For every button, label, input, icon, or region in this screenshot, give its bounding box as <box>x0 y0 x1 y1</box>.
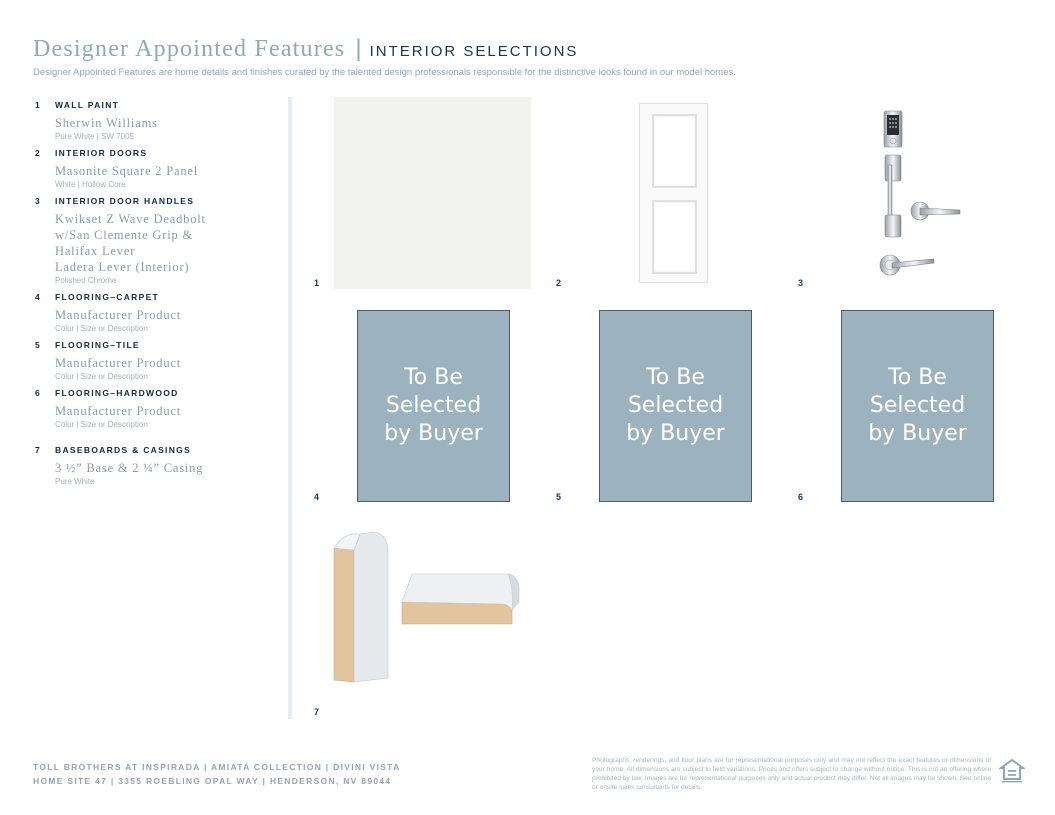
tbd-hardwood-tile <box>841 310 994 502</box>
spec-name <box>55 460 285 476</box>
spec-item-hardwood <box>35 388 285 429</box>
page-header <box>33 35 1033 78</box>
spec-name-line: w/San Clemente Grip & <box>55 228 193 242</box>
community-info <box>33 760 401 788</box>
spec-number: 4 <box>35 292 40 302</box>
disclaimer: Photographs, renderings, and floor plans are for representational purposes only and may not reflect the exact features or dimensions of your home. All dimensions are subject to field variations. Prices and offers subject to change without notice. This is not an offering where prohibited by law. Images are for representational purposes only and actual product may differ. Not all images may be shown. See online or onsite sales consultants for details. <box>592 757 991 791</box>
page-title: Designer Appointed Features <box>33 36 346 62</box>
spec-item-carpet <box>35 292 285 333</box>
spec-detail: Pure White <box>55 477 95 486</box>
spec-item-wall-paint <box>35 100 285 141</box>
spec-list <box>35 100 285 493</box>
door-hardware-icon <box>870 105 970 285</box>
spec-name-line: Ladera Lever (Interior) <box>55 260 190 274</box>
page-subtitle: Designer Appointed Features are home details and finishes curated by the talented design professionals responsible for the distinctive looks found in our model homes. <box>33 67 736 78</box>
spec-number: 1 <box>35 100 40 110</box>
tbd-tile-tile <box>599 310 752 502</box>
spec-name-line: Manufacturer Product <box>55 308 182 322</box>
title-row <box>33 35 1033 63</box>
spec-label: BASEBOARDS & CASINGS <box>55 445 192 455</box>
tbd-text <box>626 364 725 448</box>
spec-item-interior-doors <box>35 148 285 189</box>
address-line: HOME SITE 47 | 3355 ROEBLING OPAL WAY | HENDERSON, NV 89044 <box>33 776 392 786</box>
spec-item-door-handles <box>35 196 285 285</box>
spec-name <box>55 115 285 131</box>
spec-label: INTERIOR DOOR HANDLES <box>55 196 195 206</box>
spec-detail: Color | Size or Description <box>55 420 148 429</box>
spec-label: FLOORING–CARPET <box>55 292 160 302</box>
spec-item-tile <box>35 340 285 381</box>
spec-item-baseboards <box>35 445 285 486</box>
spec-detail: Color | Size or Description <box>55 372 148 381</box>
spec-number: 6 <box>35 388 40 398</box>
divider <box>288 97 292 719</box>
tbd-text <box>384 364 483 448</box>
tile-number-3: 3 <box>798 278 804 288</box>
spec-name-line: 3 ½” Base & 2 ¼” Casing <box>55 461 204 475</box>
tbd-line: by Buyer <box>868 421 967 446</box>
spec-number: 3 <box>35 196 40 206</box>
spec-label: WALL PAINT <box>55 100 120 110</box>
tile-number-4: 4 <box>314 492 320 502</box>
casing-profile-icon <box>332 530 527 685</box>
spec-name-line: Masonite Square 2 Panel <box>55 164 199 178</box>
spec-label: FLOORING–TILE <box>55 340 140 350</box>
paint-swatch <box>334 97 531 289</box>
tbd-line: Selected <box>627 393 724 418</box>
tile-number-1: 1 <box>314 278 320 288</box>
spec-name <box>55 211 285 275</box>
spec-number: 2 <box>35 148 40 158</box>
tile-number-6: 6 <box>798 492 804 502</box>
spec-label: INTERIOR DOORS <box>55 148 148 158</box>
tbd-line: Selected <box>869 393 966 418</box>
section-title: INTERIOR SELECTIONS <box>369 43 579 60</box>
title-separator: | <box>355 35 362 62</box>
spec-name <box>55 163 285 179</box>
spec-number: 5 <box>35 340 40 350</box>
door-lower-panel <box>652 200 697 274</box>
tbd-text <box>868 364 967 448</box>
tile-number-7: 7 <box>314 707 320 717</box>
tbd-line: Selected <box>385 393 482 418</box>
door-upper-panel <box>652 114 697 188</box>
spec-name <box>55 355 285 371</box>
spec-name <box>55 307 285 323</box>
spec-label: FLOORING–HARDWOOD <box>55 388 179 398</box>
door-icon <box>639 103 708 283</box>
tbd-line: by Buyer <box>384 421 483 446</box>
tile-number-2: 2 <box>556 278 562 288</box>
spec-detail: Polished Chrome <box>55 276 117 285</box>
tbd-line: by Buyer <box>626 421 725 446</box>
tbd-line: To Be <box>646 365 705 390</box>
tile-number-5: 5 <box>556 492 562 502</box>
spec-detail: Color | Size or Description <box>55 324 148 333</box>
spec-name-line: Halifax Lever <box>55 244 136 258</box>
tbd-carpet-tile <box>357 310 510 502</box>
spec-number: 7 <box>35 445 40 455</box>
tbd-line: To Be <box>404 365 463 390</box>
spec-name-line: Sherwin Williams <box>55 116 158 130</box>
spec-name-line: Manufacturer Product <box>55 404 182 418</box>
spec-name-line: Manufacturer Product <box>55 356 182 370</box>
tbd-line: To Be <box>888 365 947 390</box>
spec-name <box>55 403 285 419</box>
spec-name-line: Kwikset Z Wave Deadbolt <box>55 212 206 226</box>
equal-housing-icon <box>999 758 1025 784</box>
spec-detail: Pure White | SW 7005 <box>55 132 134 141</box>
spec-detail: White | Hollow Core <box>55 180 126 189</box>
community-line: TOLL BROTHERS AT INSPIRADA | AMIATA COLLECTION | DIVINI VISTA <box>33 762 401 772</box>
